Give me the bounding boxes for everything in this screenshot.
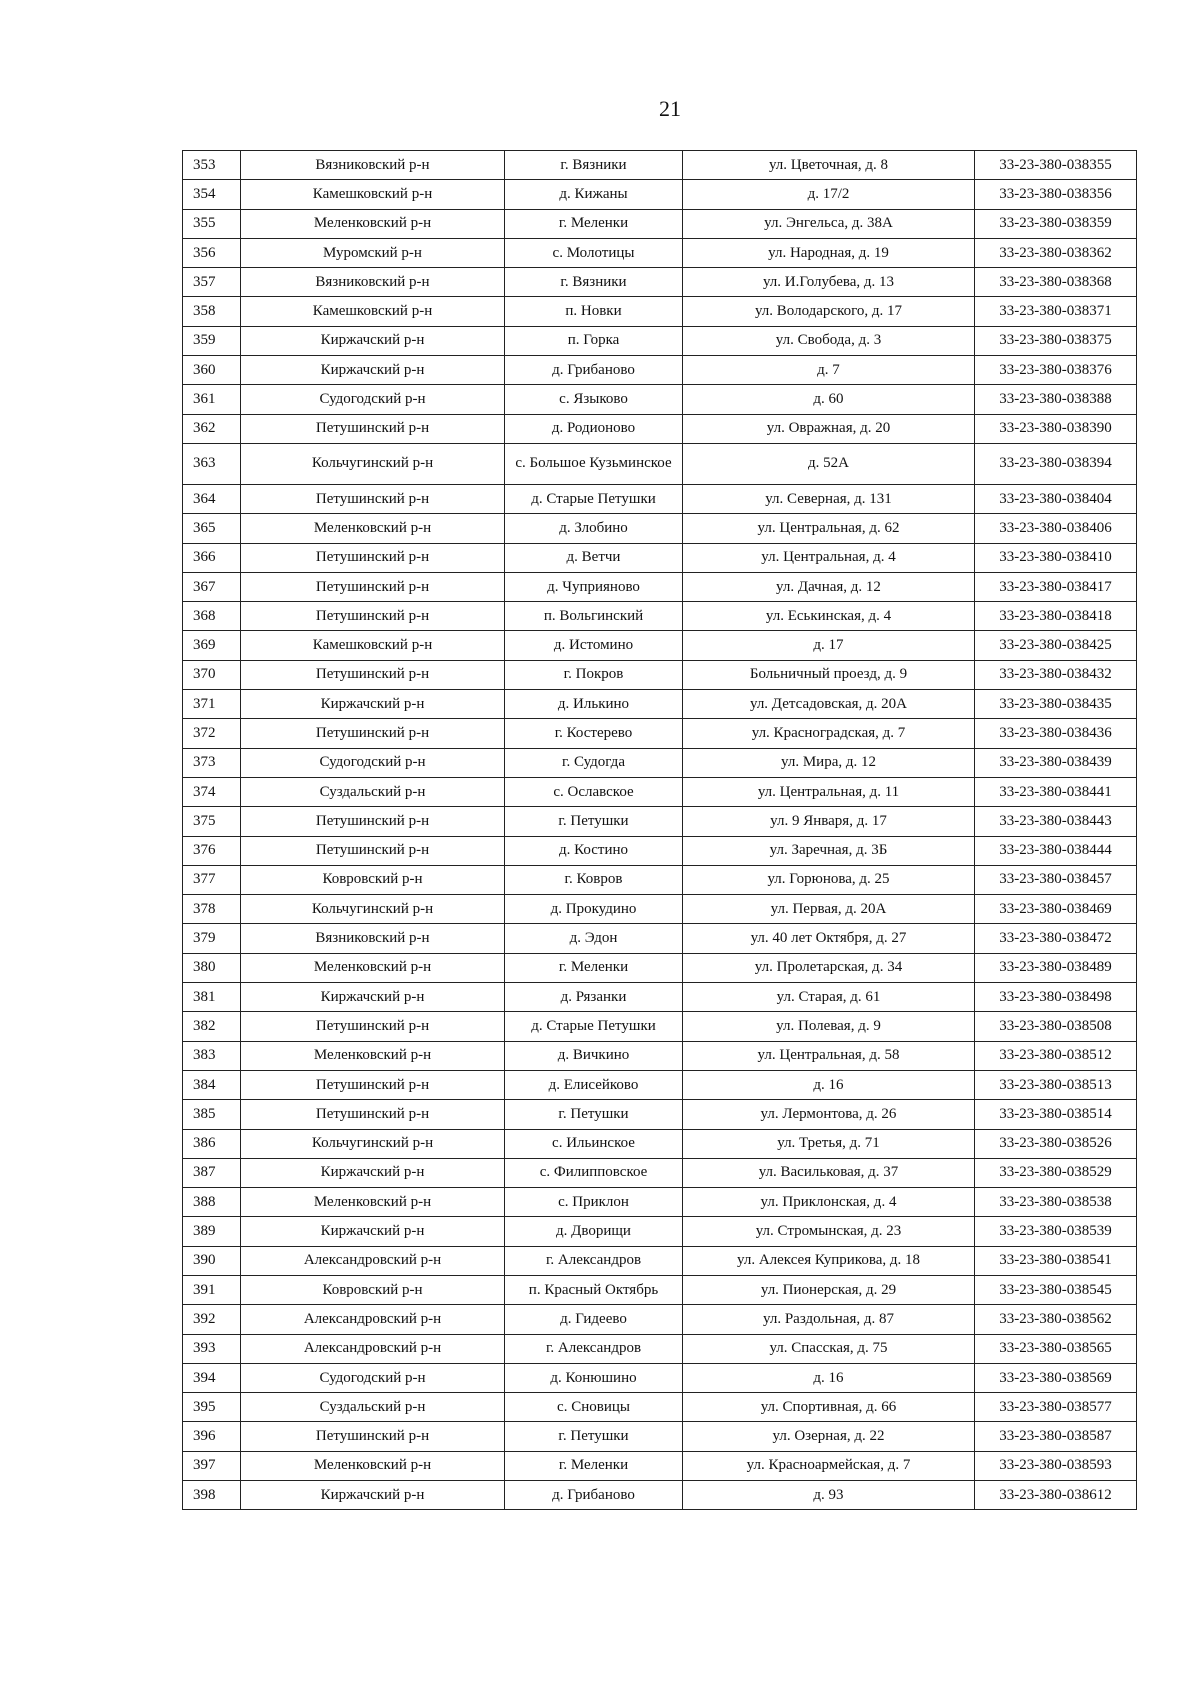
district-cell: Киржачский р-н xyxy=(241,356,505,385)
table-row xyxy=(183,924,1137,953)
row-number: 381 xyxy=(183,983,241,1012)
district-cell: Кольчугинский р-н xyxy=(241,895,505,924)
locality-cell: с. Приклон xyxy=(505,1188,683,1217)
row-number: 370 xyxy=(183,660,241,689)
table-row xyxy=(183,690,1137,719)
address-cell: ул. Горюнова, д. 25 xyxy=(683,865,975,894)
cadastral-code-cell: 33-23-380-038514 xyxy=(975,1100,1137,1129)
table-row xyxy=(183,543,1137,572)
district-cell: Киржачский р-н xyxy=(241,983,505,1012)
row-number: 366 xyxy=(183,543,241,572)
cadastral-code-cell: 33-23-380-038362 xyxy=(975,238,1137,267)
locality-cell: г. Александров xyxy=(505,1334,683,1363)
cadastral-code-cell: 33-23-380-038569 xyxy=(975,1363,1137,1392)
locality-cell: с. Ославское xyxy=(505,777,683,806)
row-number: 390 xyxy=(183,1246,241,1275)
page-number: 21 xyxy=(659,96,681,121)
cadastral-code-cell: 33-23-380-038512 xyxy=(975,1041,1137,1070)
row-number: 384 xyxy=(183,1070,241,1099)
cadastral-code-cell: 33-23-380-038469 xyxy=(975,895,1137,924)
address-cell: д. 16 xyxy=(683,1363,975,1392)
table-row xyxy=(183,1363,1137,1392)
cadastral-code-cell: 33-23-380-038406 xyxy=(975,514,1137,543)
row-number: 354 xyxy=(183,180,241,209)
locality-cell: д. Кижаны xyxy=(505,180,683,209)
locality-cell: д. Злобино xyxy=(505,514,683,543)
cadastral-code-cell: 33-23-380-038394 xyxy=(975,443,1137,484)
locality-cell: д. Эдон xyxy=(505,924,683,953)
row-number: 364 xyxy=(183,484,241,513)
address-cell: ул. Красноармейская, д. 7 xyxy=(683,1451,975,1480)
locality-cell: с. Филипповское xyxy=(505,1158,683,1187)
table-row xyxy=(183,631,1137,660)
table-row xyxy=(183,1246,1137,1275)
locality-cell: г. Вязники xyxy=(505,268,683,297)
district-cell: Ковровский р-н xyxy=(241,865,505,894)
district-cell: Камешковский р-н xyxy=(241,180,505,209)
cadastral-code-cell: 33-23-380-038356 xyxy=(975,180,1137,209)
locality-cell: д. Костино xyxy=(505,836,683,865)
district-cell: Камешковский р-н xyxy=(241,297,505,326)
district-cell: Петушинский р-н xyxy=(241,836,505,865)
cadastral-code-cell: 33-23-380-038541 xyxy=(975,1246,1137,1275)
row-number: 383 xyxy=(183,1041,241,1070)
address-cell: ул. Красноградская, д. 7 xyxy=(683,719,975,748)
locality-cell: с. Молотицы xyxy=(505,238,683,267)
district-cell: Петушинский р-н xyxy=(241,1012,505,1041)
row-number: 358 xyxy=(183,297,241,326)
table-row xyxy=(183,385,1137,414)
locality-cell: г. Меленки xyxy=(505,209,683,238)
address-cell: ул. Васильковая, д. 37 xyxy=(683,1158,975,1187)
cadastral-code-cell: 33-23-380-038443 xyxy=(975,807,1137,836)
district-cell: Вязниковский р-н xyxy=(241,268,505,297)
address-cell: ул. Алексея Куприкова, д. 18 xyxy=(683,1246,975,1275)
table-row xyxy=(183,836,1137,865)
district-cell: Киржачский р-н xyxy=(241,1158,505,1187)
table-row xyxy=(183,1158,1137,1187)
cadastral-code-cell: 33-23-380-038368 xyxy=(975,268,1137,297)
row-number: 395 xyxy=(183,1393,241,1422)
address-cell: ул. Полевая, д. 9 xyxy=(683,1012,975,1041)
district-cell: Петушинский р-н xyxy=(241,807,505,836)
address-cell: ул. Стромынская, д. 23 xyxy=(683,1217,975,1246)
table-row xyxy=(183,953,1137,982)
locality-cell: с. Ильинское xyxy=(505,1129,683,1158)
table-row xyxy=(183,356,1137,385)
district-cell: Киржачский р-н xyxy=(241,326,505,355)
locality-cell: д. Вичкино xyxy=(505,1041,683,1070)
cadastral-code-cell: 33-23-380-038418 xyxy=(975,602,1137,631)
district-cell: Петушинский р-н xyxy=(241,602,505,631)
district-cell: Судогодский р-н xyxy=(241,748,505,777)
district-cell: Ковровский р-н xyxy=(241,1275,505,1304)
district-cell: Петушинский р-н xyxy=(241,660,505,689)
cadastral-code-cell: 33-23-380-038432 xyxy=(975,660,1137,689)
district-cell: Петушинский р-н xyxy=(241,1422,505,1451)
district-cell: Меленковский р-н xyxy=(241,1041,505,1070)
locality-cell: г. Вязники xyxy=(505,151,683,180)
locality-cell: д. Елисейково xyxy=(505,1070,683,1099)
locality-cell: г. Петушки xyxy=(505,1422,683,1451)
address-cell: ул. Детсадовская, д. 20А xyxy=(683,690,975,719)
address-cell: ул. Раздольная, д. 87 xyxy=(683,1305,975,1334)
table-row xyxy=(183,1275,1137,1304)
address-cell: ул. Пролетарская, д. 34 xyxy=(683,953,975,982)
address-cell: ул. Центральная, д. 4 xyxy=(683,543,975,572)
district-cell: Петушинский р-н xyxy=(241,719,505,748)
address-cell: д. 60 xyxy=(683,385,975,414)
locality-cell: г. Ковров xyxy=(505,865,683,894)
table-row xyxy=(183,748,1137,777)
row-number: 353 xyxy=(183,151,241,180)
address-cell: д. 17/2 xyxy=(683,180,975,209)
cadastral-code-cell: 33-23-380-038539 xyxy=(975,1217,1137,1246)
row-number: 368 xyxy=(183,602,241,631)
district-cell: Петушинский р-н xyxy=(241,1070,505,1099)
registry-table xyxy=(182,150,1137,1510)
cadastral-code-cell: 33-23-380-038436 xyxy=(975,719,1137,748)
cadastral-code-cell: 33-23-380-038439 xyxy=(975,748,1137,777)
district-cell: Суздальский р-н xyxy=(241,777,505,806)
cadastral-code-cell: 33-23-380-038390 xyxy=(975,414,1137,443)
row-number: 359 xyxy=(183,326,241,355)
row-number: 376 xyxy=(183,836,241,865)
district-cell: Киржачский р-н xyxy=(241,1481,505,1510)
table-row xyxy=(183,1451,1137,1480)
locality-cell: п. Красный Октябрь xyxy=(505,1275,683,1304)
cadastral-code-cell: 33-23-380-038388 xyxy=(975,385,1137,414)
locality-cell: д. Грибаново xyxy=(505,1481,683,1510)
table-row xyxy=(183,297,1137,326)
locality-cell: г. Покров xyxy=(505,660,683,689)
table-row xyxy=(183,1100,1137,1129)
locality-cell: г. Меленки xyxy=(505,1451,683,1480)
row-number: 372 xyxy=(183,719,241,748)
address-cell: ул. Цветочная, д. 8 xyxy=(683,151,975,180)
district-cell: Вязниковский р-н xyxy=(241,151,505,180)
table-row xyxy=(183,414,1137,443)
row-number: 389 xyxy=(183,1217,241,1246)
address-cell: ул. Третья, д. 71 xyxy=(683,1129,975,1158)
locality-cell: д. Истомино xyxy=(505,631,683,660)
address-cell: ул. Старая, д. 61 xyxy=(683,983,975,1012)
table-row xyxy=(183,1305,1137,1334)
cadastral-code-cell: 33-23-380-038577 xyxy=(975,1393,1137,1422)
row-number: 361 xyxy=(183,385,241,414)
address-cell: Больничный проезд, д. 9 xyxy=(683,660,975,689)
locality-cell: с. Языково xyxy=(505,385,683,414)
registry-table-body xyxy=(183,151,1137,1510)
locality-cell: д. Илькино xyxy=(505,690,683,719)
address-cell: ул. И.Голубева, д. 13 xyxy=(683,268,975,297)
locality-cell: г. Александров xyxy=(505,1246,683,1275)
row-number: 379 xyxy=(183,924,241,953)
locality-cell: д. Дворищи xyxy=(505,1217,683,1246)
address-cell: ул. Пионерская, д. 29 xyxy=(683,1275,975,1304)
locality-cell: г. Меленки xyxy=(505,953,683,982)
table-row xyxy=(183,1129,1137,1158)
address-cell: ул. Спортивная, д. 66 xyxy=(683,1393,975,1422)
address-cell: ул. Володарского, д. 17 xyxy=(683,297,975,326)
row-number: 365 xyxy=(183,514,241,543)
address-cell: д. 52А xyxy=(683,443,975,484)
address-cell: ул. Заречная, д. 3Б xyxy=(683,836,975,865)
row-number: 355 xyxy=(183,209,241,238)
table-row xyxy=(183,807,1137,836)
cadastral-code-cell: 33-23-380-038417 xyxy=(975,572,1137,601)
district-cell: Петушинский р-н xyxy=(241,572,505,601)
cadastral-code-cell: 33-23-380-038425 xyxy=(975,631,1137,660)
district-cell: Меленковский р-н xyxy=(241,1188,505,1217)
row-number: 392 xyxy=(183,1305,241,1334)
locality-cell: г. Петушки xyxy=(505,1100,683,1129)
locality-cell: д. Ветчи xyxy=(505,543,683,572)
table-row xyxy=(183,895,1137,924)
locality-cell: д. Конюшино xyxy=(505,1363,683,1392)
address-cell: ул. Дачная, д. 12 xyxy=(683,572,975,601)
table-row xyxy=(183,865,1137,894)
table-row xyxy=(183,1041,1137,1070)
district-cell: Петушинский р-н xyxy=(241,484,505,513)
address-cell: ул. 9 Января, д. 17 xyxy=(683,807,975,836)
address-cell: д. 16 xyxy=(683,1070,975,1099)
district-cell: Суздальский р-н xyxy=(241,1393,505,1422)
district-cell: Меленковский р-н xyxy=(241,953,505,982)
address-cell: ул. Озерная, д. 22 xyxy=(683,1422,975,1451)
locality-cell: д. Старые Петушки xyxy=(505,484,683,513)
row-number: 362 xyxy=(183,414,241,443)
cadastral-code-cell: 33-23-380-038545 xyxy=(975,1275,1137,1304)
address-cell: ул. Народная, д. 19 xyxy=(683,238,975,267)
district-cell: Меленковский р-н xyxy=(241,209,505,238)
locality-cell: д. Грибаново xyxy=(505,356,683,385)
locality-cell: д. Чуприяново xyxy=(505,572,683,601)
cadastral-code-cell: 33-23-380-038526 xyxy=(975,1129,1137,1158)
locality-cell: г. Петушки xyxy=(505,807,683,836)
address-cell: ул. Первая, д. 20А xyxy=(683,895,975,924)
district-cell: Кольчугинский р-н xyxy=(241,1129,505,1158)
row-number: 374 xyxy=(183,777,241,806)
cadastral-code-cell: 33-23-380-038472 xyxy=(975,924,1137,953)
locality-cell: д. Рязанки xyxy=(505,983,683,1012)
cadastral-code-cell: 33-23-380-038375 xyxy=(975,326,1137,355)
row-number: 375 xyxy=(183,807,241,836)
cadastral-code-cell: 33-23-380-038376 xyxy=(975,356,1137,385)
cadastral-code-cell: 33-23-380-038371 xyxy=(975,297,1137,326)
table-row xyxy=(183,1188,1137,1217)
table-row xyxy=(183,268,1137,297)
district-cell: Александровский р-н xyxy=(241,1305,505,1334)
district-cell: Вязниковский р-н xyxy=(241,924,505,953)
address-cell: ул. Приклонская, д. 4 xyxy=(683,1188,975,1217)
row-number: 356 xyxy=(183,238,241,267)
cadastral-code-cell: 33-23-380-038359 xyxy=(975,209,1137,238)
locality-cell: д. Старые Петушки xyxy=(505,1012,683,1041)
district-cell: Меленковский р-н xyxy=(241,1451,505,1480)
row-number: 398 xyxy=(183,1481,241,1510)
locality-cell: г. Судогда xyxy=(505,748,683,777)
table-row xyxy=(183,151,1137,180)
row-number: 360 xyxy=(183,356,241,385)
locality-cell: п. Вольгинский xyxy=(505,602,683,631)
district-cell: Камешковский р-н xyxy=(241,631,505,660)
cadastral-code-cell: 33-23-380-038355 xyxy=(975,151,1137,180)
district-cell: Петушинский р-н xyxy=(241,414,505,443)
district-cell: Петушинский р-н xyxy=(241,543,505,572)
table-row xyxy=(183,572,1137,601)
row-number: 385 xyxy=(183,1100,241,1129)
locality-cell: д. Гидеево xyxy=(505,1305,683,1334)
row-number: 367 xyxy=(183,572,241,601)
cadastral-code-cell: 33-23-380-038444 xyxy=(975,836,1137,865)
table-row xyxy=(183,443,1137,484)
cadastral-code-cell: 33-23-380-038404 xyxy=(975,484,1137,513)
cadastral-code-cell: 33-23-380-038410 xyxy=(975,543,1137,572)
table-row xyxy=(183,1217,1137,1246)
row-number: 373 xyxy=(183,748,241,777)
address-cell: д. 7 xyxy=(683,356,975,385)
table-row xyxy=(183,1481,1137,1510)
row-number: 386 xyxy=(183,1129,241,1158)
district-cell: Александровский р-н xyxy=(241,1334,505,1363)
address-cell: ул. Центральная, д. 58 xyxy=(683,1041,975,1070)
district-cell: Муромский р-н xyxy=(241,238,505,267)
district-cell: Киржачский р-н xyxy=(241,690,505,719)
row-number: 396 xyxy=(183,1422,241,1451)
cadastral-code-cell: 33-23-380-038565 xyxy=(975,1334,1137,1363)
cadastral-code-cell: 33-23-380-038435 xyxy=(975,690,1137,719)
locality-cell: д. Прокудино xyxy=(505,895,683,924)
table-row xyxy=(183,1070,1137,1099)
row-number: 387 xyxy=(183,1158,241,1187)
district-cell: Киржачский р-н xyxy=(241,1217,505,1246)
table-row xyxy=(183,514,1137,543)
row-number: 363 xyxy=(183,443,241,484)
address-cell: ул. Еськинская, д. 4 xyxy=(683,602,975,631)
cadastral-code-cell: 33-23-380-038498 xyxy=(975,983,1137,1012)
locality-cell: г. Костерево xyxy=(505,719,683,748)
district-cell: Александровский р-н xyxy=(241,1246,505,1275)
cadastral-code-cell: 33-23-380-038529 xyxy=(975,1158,1137,1187)
table-row xyxy=(183,1334,1137,1363)
row-number: 369 xyxy=(183,631,241,660)
cadastral-code-cell: 33-23-380-038489 xyxy=(975,953,1137,982)
cadastral-code-cell: 33-23-380-038441 xyxy=(975,777,1137,806)
row-number: 397 xyxy=(183,1451,241,1480)
cadastral-code-cell: 33-23-380-038508 xyxy=(975,1012,1137,1041)
table-row xyxy=(183,602,1137,631)
table-row xyxy=(183,1012,1137,1041)
table-row xyxy=(183,1422,1137,1451)
cadastral-code-cell: 33-23-380-038612 xyxy=(975,1481,1137,1510)
address-cell: ул. 40 лет Октября, д. 27 xyxy=(683,924,975,953)
locality-cell: с. Сновицы xyxy=(505,1393,683,1422)
locality-cell: с. Большое Кузьминское xyxy=(505,443,683,484)
table-row xyxy=(183,660,1137,689)
address-cell: д. 17 xyxy=(683,631,975,660)
district-cell: Петушинский р-н xyxy=(241,1100,505,1129)
address-cell: ул. Северная, д. 131 xyxy=(683,484,975,513)
cadastral-code-cell: 33-23-380-038538 xyxy=(975,1188,1137,1217)
table-row xyxy=(183,484,1137,513)
table-row xyxy=(183,777,1137,806)
row-number: 391 xyxy=(183,1275,241,1304)
row-number: 380 xyxy=(183,953,241,982)
district-cell: Судогодский р-н xyxy=(241,1363,505,1392)
address-cell: ул. Мира, д. 12 xyxy=(683,748,975,777)
locality-cell: д. Родионово xyxy=(505,414,683,443)
row-number: 371 xyxy=(183,690,241,719)
cadastral-code-cell: 33-23-380-038562 xyxy=(975,1305,1137,1334)
address-cell: ул. Энгельса, д. 38А xyxy=(683,209,975,238)
cadastral-code-cell: 33-23-380-038593 xyxy=(975,1451,1137,1480)
table-row xyxy=(183,180,1137,209)
row-number: 377 xyxy=(183,865,241,894)
row-number: 357 xyxy=(183,268,241,297)
table-row xyxy=(183,719,1137,748)
address-cell: ул. Лермонтова, д. 26 xyxy=(683,1100,975,1129)
cadastral-code-cell: 33-23-380-038587 xyxy=(975,1422,1137,1451)
district-cell: Меленковский р-н xyxy=(241,514,505,543)
address-cell: ул. Спасская, д. 75 xyxy=(683,1334,975,1363)
locality-cell: п. Новки xyxy=(505,297,683,326)
district-cell: Судогодский р-н xyxy=(241,385,505,414)
district-cell: Кольчугинский р-н xyxy=(241,443,505,484)
row-number: 378 xyxy=(183,895,241,924)
cadastral-code-cell: 33-23-380-038457 xyxy=(975,865,1137,894)
table-row xyxy=(183,209,1137,238)
row-number: 394 xyxy=(183,1363,241,1392)
table-row xyxy=(183,326,1137,355)
address-cell: д. 93 xyxy=(683,1481,975,1510)
table-row xyxy=(183,983,1137,1012)
address-cell: ул. Центральная, д. 11 xyxy=(683,777,975,806)
locality-cell: п. Горка xyxy=(505,326,683,355)
row-number: 388 xyxy=(183,1188,241,1217)
table-row xyxy=(183,1393,1137,1422)
table-row xyxy=(183,238,1137,267)
address-cell: ул. Овражная, д. 20 xyxy=(683,414,975,443)
row-number: 382 xyxy=(183,1012,241,1041)
cadastral-code-cell: 33-23-380-038513 xyxy=(975,1070,1137,1099)
address-cell: ул. Свобода, д. 3 xyxy=(683,326,975,355)
address-cell: ул. Центральная, д. 62 xyxy=(683,514,975,543)
row-number: 393 xyxy=(183,1334,241,1363)
